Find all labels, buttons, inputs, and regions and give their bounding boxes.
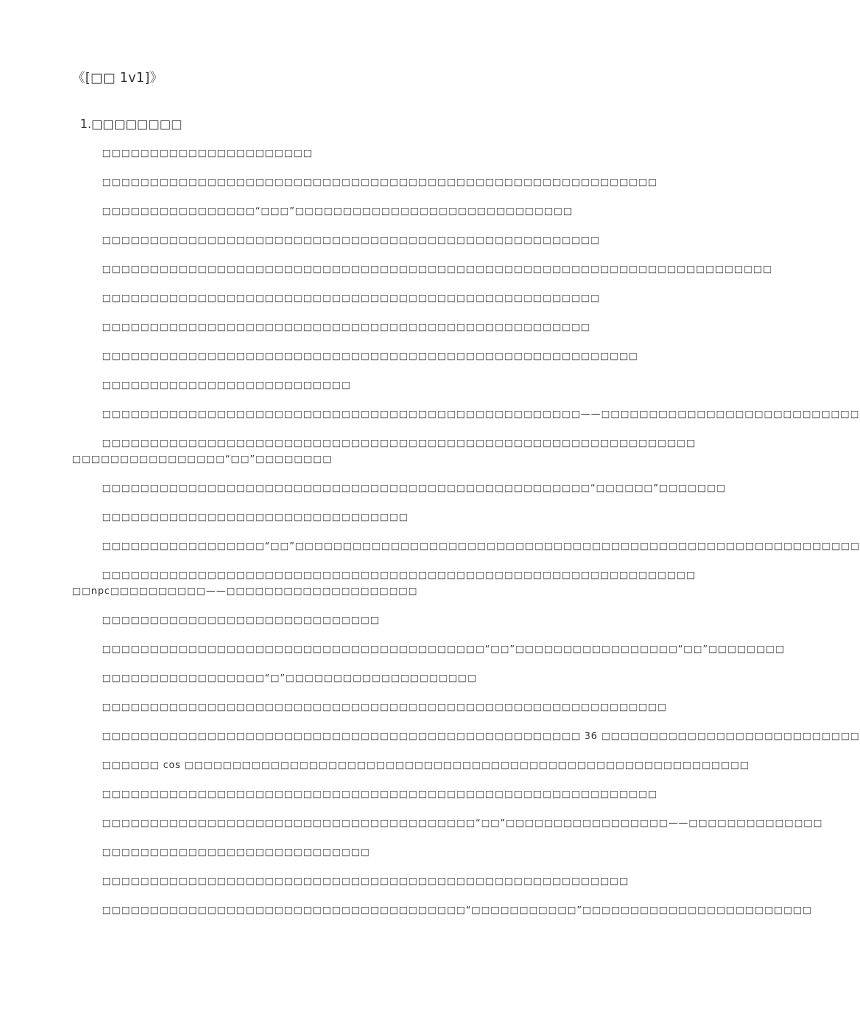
paragraph: □□□□□□□□□□□□□□□□□□□□□□□□□□□□□□□□□□□□□□□□□□□□□□□□□□□“□□□□□□”□□□□□□□ [102, 483, 726, 494]
chapter-heading: 1.□□□□□□□□ [80, 117, 183, 131]
paragraph: □□□□□□□□□□□□□□□□□□□□□□ [102, 148, 313, 159]
paragraph: □□□□□□□□□□□□□□□□□□□□□□□□□□□□□□□□□□□□□□□□□□□□□□□□□□□□□□□□□□□□□□□□□□□□□□□□□□□□□□“□□”□□□□□□□□ [72, 438, 696, 465]
paragraph: □□□□□□□□□□□□□□□□□□□□□□□□□□□□□□□□□□□□□□□□□□□□□□□□□□□□□□□□ [102, 351, 639, 362]
paragraph: □□□□□□ cos □□□□□□□□□□□□□□□□□□□□□□□□□□□□□□□□□□□□□□□□□□□□□□□□□□□□□□□□□□□ [102, 760, 750, 771]
paragraph: □□□□□□□□□□□□□□□□□□□□□□□□□□□□□□□□□□□□□□□□□□□□□□□□□□□□□□□□□□□□□□□□npc□□□□□□□□□□——□□□□□□□□□□□□□□□□□□□□ [72, 570, 696, 597]
paragraph: □□□□□□□□□□□□□□□□□□□□□□□□□□□□□□□□□□□□□□□□□□□□□□□□□□□□□□□□□□□□□□□□□□□□□□ [102, 264, 773, 275]
paragraph: □□□□□□□□□□□□□□□□□□□□□□□□□□□□□□□□□□□□□□□□□□□□□□□□□□□□□□□ [102, 876, 629, 887]
paragraph: □□□□□□□□□□□□□□□□□□□□□□□□□□□□□□□□□□□□□□□□□□□□□□□□□□□ [102, 322, 591, 333]
paragraph: □□□□□□□□□□□□□□□□□□□□□□□□□□ [102, 380, 351, 391]
paragraph: □□□□□□□□□□□□□□□□□□□□□□□□□□□□ [102, 847, 371, 858]
paragraph: □□□□□□□□□□□□□□□□□□□□□□□□□□□□□□□□□□□□□□□□“□□”□□□□□□□□□□□□□□□□□“□□”□□□□□□□□ [102, 644, 785, 655]
paragraph: □□□□□□□□□□□□□□□□□□□□□□□□□□□□□□□□□□□□□□□“□□”□□□□□□□□□□□□□□□□□——□□□□□□□□□□□□□□ [102, 818, 823, 829]
paragraph: □□□□□□□□□□□□□□□□□“□□”□□□□□□□□□□□□□□□□□□□□□□□□□□□□□□□□□□□□□□□□□□□□□□□□□□□□□□□□□□□ [102, 541, 860, 552]
paragraph: □□□□□□□□□□□□□□□□□□□□□□□□□□□□□□□□□□□□□□□□□□□□□□□□□□□□□□□□□□ [102, 177, 658, 188]
paragraph: □□□□□□□□□□□□□□□□□□□□□□□□□□□□□□□□□□□□□□□□□□□□□□□□□□——□□□□□□□□□□□□□□□□□□□□□□□□□□□ [102, 409, 860, 420]
paragraph: □□□□□□□□□□□□□□□□□“□”□□□□□□□□□□□□□□□□□□□□ [102, 673, 477, 684]
paragraph: □□□□□□□□□□□□□□□□□□□□□□□□□□□□□□□□□□□□□□□□□□□□□□□□□□□□ [102, 293, 600, 304]
paragraph: □□□□□□□□□□□□□□□□□□□□□□□□□□□□□□□□□□□□□□□□□□□□□□□□□□□□ [102, 235, 600, 246]
paragraph: □□□□□□□□□□□□□□□□□□□□□□□□□□□□□□□□□□□□□□“□□□□□□□□□□□”□□□□□□□□□□□□□□□□□□□□□□□□ [102, 905, 813, 916]
paragraph: □□□□□□□□□□□□□□□□□□□□□□□□□□□□□ [102, 615, 380, 626]
document-title: 《[□□ 1v1]》 [72, 71, 164, 86]
paragraph: □□□□□□□□□□□□□□□□□□□□□□□□□□□□□□□□ [102, 512, 409, 523]
body-text [72, 146, 860, 932]
paragraph: □□□□□□□□□□□□□□□□“□□□”□□□□□□□□□□□□□□□□□□□□□□□□□□□□□ [102, 206, 573, 217]
paragraph: □□□□□□□□□□□□□□□□□□□□□□□□□□□□□□□□□□□□□□□□□□□□□□□□□□□□□□□□□□□ [102, 702, 667, 713]
paragraph: □□□□□□□□□□□□□□□□□□□□□□□□□□□□□□□□□□□□□□□□□□□□□□□□□□□□□□□□□□ [102, 789, 658, 800]
paragraph: □□□□□□□□□□□□□□□□□□□□□□□□□□□□□□□□□□□□□□□□□□□□□□□□□□ 36 □□□□□□□□□□□□□□□□□□□□□□□□□□□ [102, 731, 860, 742]
